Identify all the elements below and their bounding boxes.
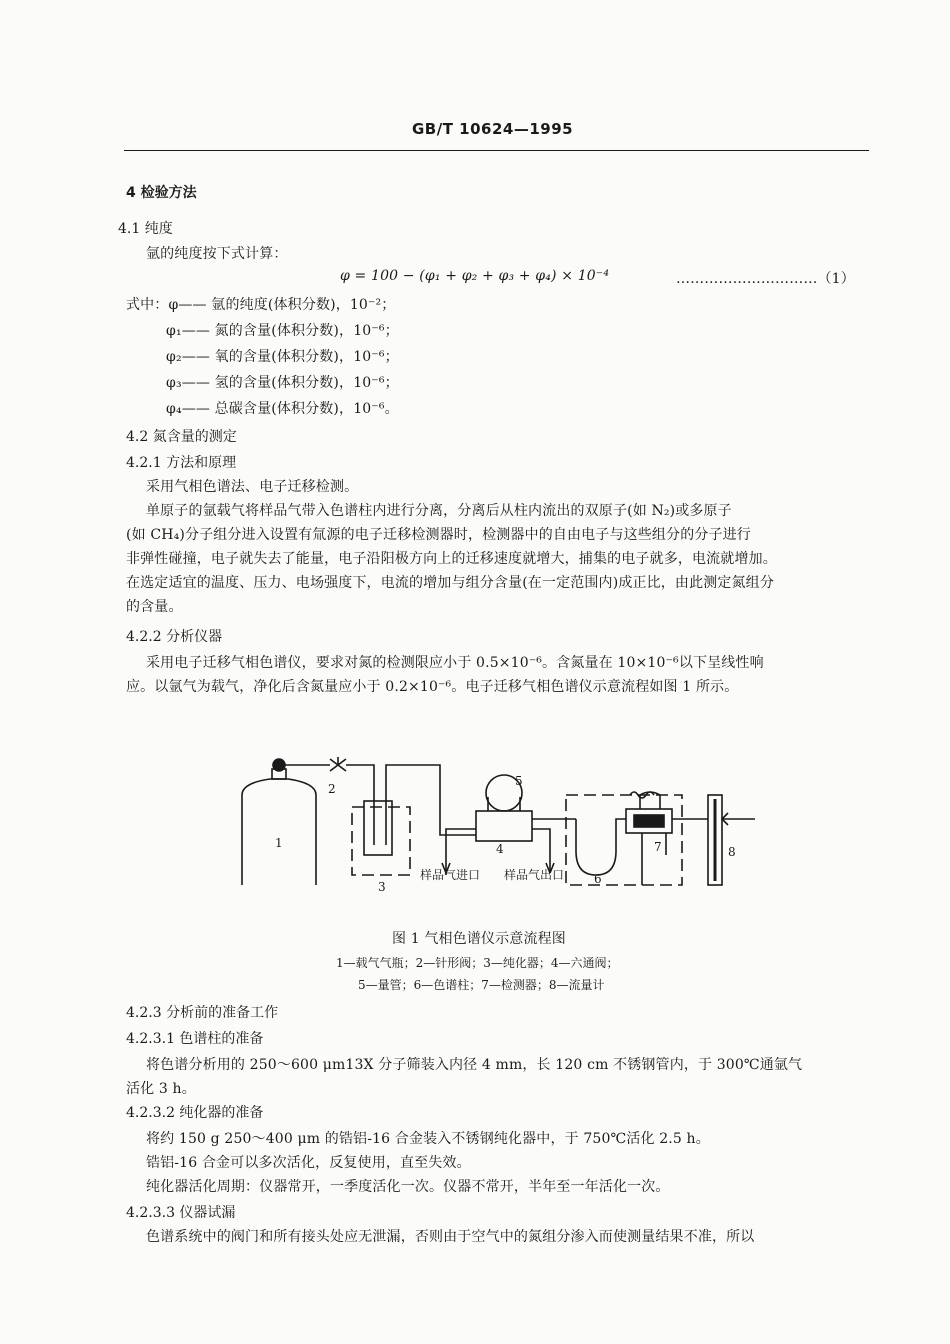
section-4-2-3-2-heading: 4.2.3.2 纯化器的准备 xyxy=(126,1105,264,1121)
s422-line-1: 应。以氩气为载气，净化后含氮量应小于 0.2×10⁻⁶。电子迁移气相色谱仪示意流程如图 1 所示。 xyxy=(126,679,739,695)
s421-line-4: 在选定适宜的温度、压力、电场强度下，电流的增加与组分含量(在一定范围内)成正比，由此测定氮组分 xyxy=(126,575,774,591)
column-u-tube xyxy=(576,819,626,875)
section-4-2-2-heading: 4.2.2 分析仪器 xyxy=(126,629,223,645)
sample-inlet-label: 样品气进口 xyxy=(420,868,481,882)
where-line-1: φ₁—— 氮的含量(体积分数)，10⁻⁶； xyxy=(166,323,399,339)
s422-line-0: 采用电子迁移气相色谱仪，要求对氮的检测限应小于 0.5×10⁻⁶。含氮量在 10×10⁻⁶以下呈线性响 xyxy=(146,655,764,671)
fig-label-8: 8 xyxy=(728,845,736,859)
sample-outlet-label: 样品气出口 xyxy=(504,868,565,882)
equation-number: …………………………（1） xyxy=(676,271,855,287)
fig-label-3: 3 xyxy=(378,880,386,894)
section-4-heading: 4 检验方法 xyxy=(126,185,197,201)
figure-legend-2: 5—量管；6—色谱柱；7—检测器；8—流量计 xyxy=(358,978,605,992)
s421-line-0: 采用气相色谱法、电子迁移检测。 xyxy=(146,479,359,495)
where-line-4: φ₄—— 总碳含量(体积分数)，10⁻⁶。 xyxy=(166,401,399,417)
figure-caption: 图 1 气相色谱仪示意流程图 xyxy=(392,931,566,947)
six-way-valve-box xyxy=(476,811,532,841)
fig-label-1: 1 xyxy=(275,836,283,850)
section-4-2-heading: 4.2 氮含量的测定 xyxy=(126,429,237,445)
section-4-2-3-heading: 4.2.3 分析前的准备工作 xyxy=(126,1005,279,1021)
purifier-box xyxy=(352,807,410,875)
section-4-2-3-3-heading: 4.2.3.3 仪器试漏 xyxy=(126,1205,236,1221)
s4233-line-0: 色谱系统中的阀门和所有接头处应无泄漏，否则由于空气中的氮组分渗入而使测量结果不准，所以 xyxy=(146,1229,755,1245)
where-line-3: φ₃—— 氢的含量(体积分数)，10⁻⁶； xyxy=(166,375,399,391)
where-line-0: 式中：φ—— 氩的纯度(体积分数)，10⁻²； xyxy=(126,297,396,313)
s421-line-5: 的含量。 xyxy=(126,599,183,615)
s4232-line-1: 锆铝-16 合金可以多次活化，反复使用，直至失效。 xyxy=(146,1155,471,1171)
s4231-line-1: 活化 3 h。 xyxy=(126,1081,196,1097)
s4232-line-0: 将约 150 g 250～400 μm 的锆铝-16 合金装入不锈钢纯化器中，于 750℃活化 2.5 h。 xyxy=(146,1131,710,1147)
fig-label-2: 2 xyxy=(328,782,336,796)
purity-formula: φ = 100 − (φ₁ + φ₂ + φ₃ + φ₄) × 10⁻⁴ xyxy=(340,268,610,284)
s421-line-1: 单原子的氩载气将样品气带入色谱柱内进行分离，分离后从柱内流出的双原子(如 N₂)或多原子 xyxy=(146,503,732,519)
header-rule xyxy=(124,150,869,151)
gc-flow-diagram xyxy=(230,755,770,895)
s421-line-2: (如 CH₄)分子组分进入设置有氚源的电子迁移检测器时，检测器中的自由电子与这些组分的分子进行 xyxy=(126,527,751,543)
standard-number: GB/T 10624—1995 xyxy=(412,120,574,138)
s4232-line-2: 纯化器活化周期：仪器常开，一季度活化一次。仪器不常开，半年至一年活化一次。 xyxy=(146,1179,670,1195)
fig-label-7: 7 xyxy=(654,840,662,854)
s4231-line-0: 将色谱分析用的 250～600 μm13X 分子筛装入内径 4 mm，长 120 cm 不锈钢管内，于 300℃通氩气 xyxy=(146,1057,803,1073)
fig-label-6: 6 xyxy=(594,872,602,886)
carrier-gas-cylinder xyxy=(242,759,316,885)
fig-label-5: 5 xyxy=(515,774,523,788)
purity-intro: 氩的纯度按下式计算： xyxy=(146,246,288,262)
section-4-2-3-1-heading: 4.2.3.1 色谱柱的准备 xyxy=(126,1031,264,1047)
where-line-2: φ₂—— 氧的含量(体积分数)，10⁻⁶； xyxy=(166,349,399,365)
fig-label-4: 4 xyxy=(496,842,504,856)
figure-legend-1: 1—载气气瓶；2—针形阀；3—纯化器；4—六通阀； xyxy=(336,956,619,970)
section-4-2-1-heading: 4.2.1 方法和原理 xyxy=(126,455,237,471)
s421-line-3: 非弹性碰撞，电子就失去了能量，电子沿阳极方向上的迁移速度就增大，捕集的电子就多，电流就增加。 xyxy=(126,551,777,567)
section-4-1-heading: 4.1 纯度 xyxy=(118,221,173,237)
needle-valve-symbol xyxy=(330,757,346,771)
